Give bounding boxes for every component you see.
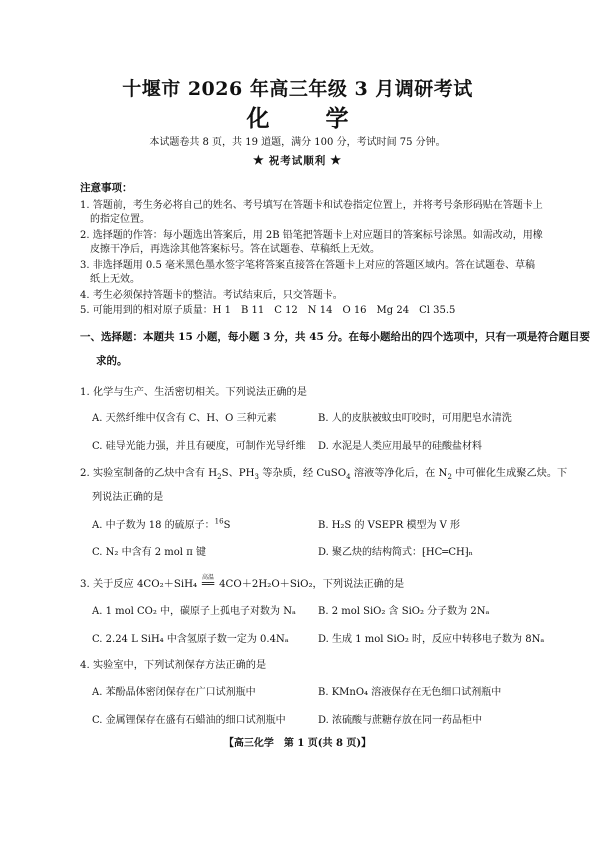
reaction-condition: 高温 — [202, 574, 215, 581]
question-4-option-c: C. 金属锂保存在盛有石蜡油的细口试剂瓶中 — [92, 715, 286, 726]
notice-line: 纸上无效。 — [90, 274, 140, 285]
star-icon: ★ — [330, 153, 343, 167]
notice-line: 5. 可能用到的相对原子质量：H 1 B 11 C 12 N 14 O 16 Mg 24 Cl 35.5 — [80, 305, 456, 316]
good-luck-text: 祝考试顺利 — [268, 155, 327, 167]
good-luck-banner — [0, 153, 595, 168]
question-1-option-a: A. 天然纤维中仅含有 C、H、O 三种元素 — [92, 413, 277, 424]
question-3-option-d: D. 生成 1 mol SiO₂ 时，反应中转移电子数为 8Nₐ — [318, 634, 545, 645]
exam-title: 十堰市 2026 年高三年级 3 月调研考试 — [122, 78, 473, 100]
question-3-option-a: A. 1 mol CO₂ 中，碳原子上孤电子对数为 Nₐ — [92, 606, 296, 617]
question-4-option-a: A. 苯酚晶体密闭保存在广口试剂瓶中 — [92, 687, 256, 698]
question-3-option-c: C. 2.24 L SiH₄ 中含氢原子数一定为 0.4Nₐ — [92, 634, 289, 645]
question-4-option-b: B. KMnO₄ 溶液保存在无色细口试剂瓶中 — [318, 687, 502, 698]
question-1-option-c: C. 硅导光能力强，并且有硬度，可制作光导纤维 — [92, 441, 306, 452]
notice-line: 3. 非选择题用 0.5 毫米黑色墨水签字笔将答案直接答在答题卡上对应的答题区域内。答在试题卷、草稿 — [80, 260, 535, 271]
notice-line: 2. 选择题的作答：每小题选出答案后，用 2B 铅笔把答题卡上对应题目的答案标号涂黑。如需改动，用橡 — [80, 230, 543, 241]
question-2-option-d: D. 聚乙炔的结构简式：⁅HC═CH⁆ₙ — [318, 547, 473, 558]
subject-title: 化 学 — [246, 105, 373, 132]
question-3-stem: 3. 关于反应 4CO₂＋SiH₄ 高温 ══ 4CO＋2H₂O＋SiO₂，下列说法正确的是 — [80, 574, 405, 590]
star-icon: ★ — [252, 153, 265, 167]
question-2-option-b: B. H₂S 的 VSEPR 模型为 V 形 — [318, 520, 461, 531]
question-1-stem: 1. 化学与生产、生活密切相关。下列说法正确的是 — [80, 387, 307, 398]
question-2-option-a: A. 中子数为 18 的硫原子：$^{16}$S — [92, 517, 231, 531]
exam-meta: 本试题卷共 8 页，共 19 道题，满分 100 分，考试时间 75 分钟。 — [149, 137, 446, 148]
question-2-stem: 2. 实验室制备的乙炔中含有 $H_2S$、$PH_3$ 等杂质，经 CuSO$_4$ 溶液等净化后，在 $N_2$ 中可催化生成聚乙炔。下 — [80, 468, 568, 482]
notice-line: 的指定位置。 — [90, 214, 150, 225]
question-2-stem-cont: 列说法正确的是 — [92, 492, 164, 503]
notice-line: 4. 考生必须保持答题卡的整洁。考试结束后，只交答题卡。 — [80, 290, 343, 301]
notice-heading: 注意事项： — [80, 182, 133, 194]
notice-line: 皮擦干净后，再选涂其他答案标号。答在试题卷、草稿纸上无效。 — [90, 244, 380, 255]
page-footer: 【高三化学 第 1 页(共 8 页)】 — [223, 738, 372, 749]
notice-line: 1. 答题前，考生务必将自己的姓名、考号填写在答题卡和试卷指定位置上，并将考号条形码贴在答题卡上 — [80, 200, 543, 211]
question-1-option-d: D. 水泥是人类应用最早的硅酸盐材料 — [318, 441, 483, 452]
question-2-option-c: C. N₂ 中含有 2 mol π 键 — [92, 547, 206, 558]
question-1-option-b: B. 人的皮肤被蚊虫叮咬时，可用肥皂水清洗 — [318, 413, 512, 424]
polyacetylene-formula: ⁅HC═CH⁆ₙ — [422, 547, 473, 558]
question-4-option-d: D. 浓硫酸与蔗糖存放在同一药品柜中 — [318, 715, 483, 726]
question-4-stem: 4. 实验室中，下列试剂保存方法正确的是 — [80, 660, 267, 671]
reaction-arrow: 高温 ══ — [197, 579, 219, 590]
section-heading-cont: 求的。 — [96, 355, 128, 367]
section-heading: 一、选择题：本题共 15 小题，每小题 3 分，共 45 分。在每小题给出的四个选项中，只有一项是符合题目要 — [80, 331, 590, 343]
question-3-option-b: B. 2 mol SiO₂ 含 SiO₂ 分子数为 2Nₐ — [318, 606, 490, 617]
